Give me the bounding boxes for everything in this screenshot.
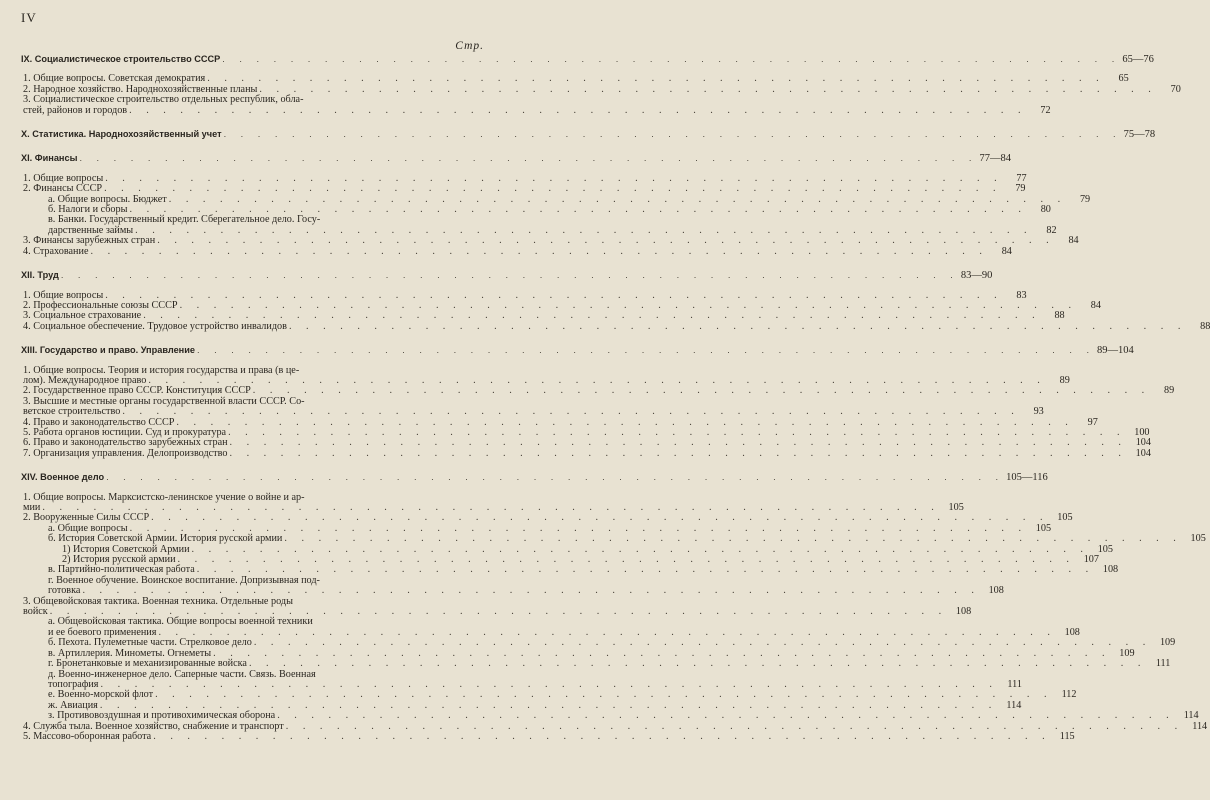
- dot-leader: . . . . . . . . . . . . . . . . . . . . . . . . . . . . . . . . . . . . . . . . . . . . . . . . . . . . .: [42, 502, 940, 513]
- entry-text: 2. Профессиональные союзы СССР: [23, 299, 178, 311]
- entry-page: 79: [1079, 193, 1091, 205]
- dot-leader: . . . . . . . . . . . . . . . . . . . . . . . . . . . . . . . . . . . . . . . . . . . . . . . . . . . . .: [253, 637, 1152, 649]
- entry-text: 1. Общие вопросы. Теория и история государства и права (в це-: [23, 364, 300, 376]
- entry-text: б. Пехота. Пулеметные части. Стрелковое дело: [48, 637, 252, 649]
- page-column-header: Стр.: [455, 40, 484, 52]
- entry-page: 104: [1135, 437, 1151, 449]
- entry-text: мии: [23, 502, 41, 513]
- entry-text: 1. Общие вопросы. Марксистско-ленинское учение о войне и ар-: [23, 491, 305, 503]
- entry-text: топография: [48, 678, 99, 690]
- entry-text: 4. Право и законодательство СССР: [23, 416, 175, 428]
- entry-text: б. Налоги и сборы: [48, 204, 128, 216]
- entry-page: 108: [1064, 626, 1080, 638]
- dot-leader: . . . . . . . . . . . . . . . . . . . . . . . . . . . . . . . . . . . . . . . . . . . . . . . . . . . . .: [177, 554, 1075, 566]
- toc-entry: [21, 710, 1199, 722]
- dot-leader: . . . . . . . . . . . . . . . . . . . . . . . . . . . . . . . . . . . . . . . . . . . . . . . . . . . . .: [223, 129, 1122, 140]
- entry-text: 4. Служба тыла. Военное хозяйство, снабжение и транспорт: [23, 720, 284, 732]
- entry-page: 114: [1192, 720, 1208, 732]
- dot-leader: . . . . . . . . . . . . . . . . . . . . . . . . . . . . . . . . . . . . . . . . . . . . . . . . . . . . .: [277, 710, 1175, 722]
- entry-text: б. История Советской Армии. История русской армии: [48, 533, 283, 545]
- entry-page: 105: [948, 502, 964, 513]
- entry-page: 109: [1119, 647, 1135, 659]
- dot-leader: . . . . . . . . . . . . . . . . . . . . . . . . . . . . . . . . . . . . . . . . . . . . . . . . . . . . .: [229, 437, 1127, 449]
- entry-text: в. Артиллерия. Минометы. Огнеметы: [48, 647, 212, 659]
- dot-leader: . . . . . . . . . . . . . . . . . . . . . . . . . . . . . . . . . . . . . . . . . . . . . . . . . . . . .: [155, 689, 1053, 701]
- entry-text: 4. Страхование: [23, 245, 89, 257]
- entry-page: 100: [1134, 426, 1150, 438]
- table-of-contents: [21, 54, 1210, 755]
- entry-text: ветское строительство: [23, 406, 121, 418]
- toc-entry: [21, 245, 1012, 257]
- dot-leader: . . . . . . . . . . . . . . . . . . . . . . . . . . . . . . . . . . . . . . . . . . . . . . . . . . . . .: [100, 678, 998, 690]
- entry-page: 114: [1183, 710, 1199, 722]
- section-heading: [21, 270, 993, 282]
- entry-text: 3. Финансы зарубежных стран: [23, 235, 156, 247]
- section-heading: [21, 54, 1154, 65]
- entry-page: 108: [1102, 564, 1119, 576]
- dot-leader: . . . . . . . . . . . . . . . . . . . . . . . . . . . . . . . . . . . . . . . . . . . . . . . . . . . . .: [157, 235, 1055, 247]
- entry-text: 2. Вооруженные Силы СССР: [23, 512, 150, 524]
- entry-text: и ее боевого применения: [48, 626, 157, 638]
- dot-leader: . . . . . . . . . . . . . . . . . . . . . . . . . . . . . . . . . . . . . . . . . . . . . . . . . . . . .: [196, 564, 1095, 576]
- dot-leader: . . . . . . . . . . . . . . . . . . . . . . . . . . . . . . . . . . . . . . . . . . . . . . . . . . . . .: [288, 320, 1187, 332]
- entry-page: 84: [1001, 245, 1012, 257]
- entry-text: 6. Право и законодательство зарубежных стран: [23, 437, 228, 449]
- entry-page: 105: [1097, 543, 1113, 555]
- entry-text: д. Военно-инженерное дело. Саперные части. Связь. Военная: [48, 668, 316, 680]
- dot-leader: . . . . . . . . . . . . . . . . . . . . . . . . . . . . . . . . . . . . . . . . . . . . . . . . . . . . .: [105, 289, 1003, 301]
- entry-page: 70: [1170, 83, 1181, 95]
- entry-text: 2. Финансы СССР: [23, 183, 103, 195]
- section-pages: 65—76: [1122, 54, 1154, 65]
- section-title: X. Статистика. Народнохозяйственный учет: [21, 129, 222, 140]
- entry-page: 82: [1046, 224, 1057, 236]
- entry-text: 2. Государственное право СССР. Конституция СССР: [23, 385, 251, 397]
- section-heading: [21, 129, 1156, 141]
- dot-leader: . . . . . . . . . . . . . . . . . . . . . . . . . . . . . . . . . . . . . . . . . . . . . . . . . . . . .: [104, 183, 1002, 195]
- entry-text: в. Партийно-политическая работа: [48, 564, 195, 576]
- section-heading: [21, 472, 1048, 484]
- entry-page: 107: [1083, 554, 1099, 566]
- dot-leader: . . . . . . . . . . . . . . . . . . . . . . . . . . . . . . . . . . . . . . . . . . . . . . . . . . . . .: [284, 533, 1182, 545]
- dot-leader: . . . . . . . . . . . . . . . . . . . . . . . . . . . . . . . . . . . . . . . . . . . . . . . . . . . . .: [229, 447, 1127, 459]
- entry-page: 84: [1090, 299, 1101, 311]
- entry-text: 5. Работа органов юстиции. Суд и прокуратура: [23, 426, 227, 438]
- dot-leader: . . . . . . . . . . . . . . . . . . . . . . . . . . . . . . . . . . . . . . . . . . . . . . . . . . . . .: [151, 512, 1049, 524]
- entry-page: 114: [1006, 699, 1022, 711]
- entry-text: в. Банки. Государственный кредит. Сберегательное дело. Госу-: [48, 214, 321, 226]
- dot-leader: . . . . . . . . . . . . . . . . . . . . . . . . . . . . . . . . . . . . . . . . . . . . . . . . . . . . .: [105, 172, 1003, 184]
- dot-leader: . . . . . . . . . . . . . . . . . . . . . . . . . . . . . . . . . . . . . . . . . . . . . . . . . . . . .: [168, 193, 1067, 205]
- dot-leader: . . . . . . . . . . . . . . . . . . . . . . . . . . . . . . . . . . . . . . . . . . . . . . . . . . . . .: [148, 374, 1046, 386]
- entry-text: 4. Социальное обеспечение. Трудовое устройство инвалидов: [23, 320, 287, 332]
- entry-page: 109: [1159, 637, 1176, 649]
- entry-page: 93: [1033, 406, 1044, 418]
- entry-page: 84: [1068, 235, 1079, 247]
- entry-text: дарственные займы: [48, 224, 134, 236]
- dot-leader: . . . . . . . . . . . . . . . . . . . . . . . . . . . . . . . . . . . . . . . . . . . . . . . . . . . . .: [82, 585, 980, 597]
- entry-text: з. Противовоздушная и противохимическая оборона: [48, 710, 276, 722]
- entry-text: готовка: [48, 585, 81, 597]
- entry-text: стей, районов и городов: [23, 104, 128, 116]
- toc-section: [21, 54, 1181, 116]
- page-number: IV: [21, 10, 37, 25]
- entry-text: 1. Общие вопросы. Советская демократия: [23, 73, 206, 85]
- toc-section: [21, 270, 1210, 332]
- dot-leader: . . . . . . . . . . . . . . . . . . . . . . . . . . . . . . . . . . . . . . . . . . . . . . . . . . . . .: [213, 647, 1111, 659]
- dot-leader: . . . . . . . . . . . . . . . . . . . . . . . . . . . . . . . . . . . . . . . . . . . . . . . . . . . . .: [285, 720, 1184, 732]
- entry-text: а. Общие вопросы: [48, 522, 128, 534]
- entry-page: 89: [1164, 385, 1175, 397]
- section-pages: 89—104: [1097, 345, 1134, 357]
- entry-page: 115: [1059, 730, 1075, 742]
- entry-text: 2) История русской армии: [62, 554, 176, 566]
- entry-text: а. Общие вопросы. Бюджет: [48, 193, 167, 205]
- entry-page: 112: [1061, 689, 1077, 701]
- entry-text: 1) История Советской Армии: [62, 543, 190, 555]
- entry-page: 89: [1059, 374, 1070, 386]
- section-heading: [21, 153, 1011, 165]
- entry-text: войск: [23, 606, 48, 618]
- entry-page: 108: [955, 606, 972, 618]
- section-pages: 75—78: [1123, 129, 1156, 141]
- toc-entry: [21, 658, 1171, 670]
- dot-leader: . . . . . . . . . . . . . . . . . . . . . . . . . . . . . . . . . . . . . . . . . . . . . . . . . . . . .: [129, 522, 1028, 534]
- section-heading: [21, 345, 1134, 357]
- entry-page: 80: [1040, 204, 1051, 216]
- toc-section: [21, 153, 1091, 257]
- entry-text: лом). Международное право: [23, 374, 147, 386]
- section-title: XI. Финансы: [21, 153, 78, 164]
- toc-entry: [21, 104, 1051, 116]
- entry-page: 105: [1190, 533, 1206, 545]
- entry-page: 104: [1135, 447, 1151, 459]
- entry-text: а. Общевойсковая тактика. Общие вопросы военной техники: [48, 616, 313, 628]
- dot-leader: . . . . . . . . . . . . . . . . . . . . . . . . . . . . . . . . . . . . . . . . . . . . . . . . . . . . .: [158, 626, 1056, 638]
- dot-leader: . . . . . . . . . . . . . . . . . . . . . . . . . . . . . . . . . . . . . . . . . . . . . . . . . . . . .: [252, 385, 1151, 397]
- dot-leader: . . . . . . . . . . . . . . . . . . . . . . . . . . . . . . . . . . . . . . . . . . . . . . . . . . . . .: [122, 406, 1020, 418]
- entry-page: 105: [1057, 512, 1073, 524]
- entry-page: 105: [1035, 522, 1052, 534]
- section-pages: 105—116: [1006, 472, 1048, 484]
- entry-page: 108: [988, 585, 1004, 597]
- toc-entry: [21, 447, 1151, 459]
- entry-text: 1. Общие вопросы: [23, 172, 104, 184]
- dot-leader: . . . . . . . . . . . . . . . . . . . . . . . . . . . . . . . . . . . . . . . . . . . . . . . . . . . . .: [79, 153, 978, 164]
- section-title: XII. Труд: [21, 270, 59, 281]
- entry-text: ж. Авиация: [48, 699, 98, 711]
- dot-leader: . . . . . . . . . . . . . . . . . . . . . . . . . . . . . . . . . . . . . . . . . . . . . . . . . . . . .: [129, 104, 1027, 116]
- dot-leader: . . . . . . . . . . . . . . . . . . . . . . . . . . . . . . . . . . . . . . . . . . . . . . . . . . . . .: [248, 658, 1147, 670]
- entry-page: 65: [1118, 73, 1129, 85]
- toc-section: [21, 129, 1156, 141]
- section-pages: 83—90: [960, 270, 993, 282]
- entry-page: 88: [1054, 310, 1065, 322]
- entry-page: 79: [1015, 183, 1026, 195]
- section-title: XIV. Военное дело: [21, 472, 105, 483]
- section-title: IX. Социалистическое строительство СССР: [21, 54, 221, 64]
- dot-leader: . . . . . . . . . . . . . . . . . . . . . . . . . . . . . . . . . . . . . . . . . . . . . . . . . . . . .: [176, 416, 1074, 428]
- dot-leader: . . . . . . . . . . . . . . . . . . . . . . . . . . . . . . . . . . . . . . . . . . . . . . . . . . . . .: [106, 472, 1005, 483]
- section-pages: 77—84: [979, 153, 1011, 165]
- dot-leader: . . . . . . . . . . . . . . . . . . . . . . . . . . . . . . . . . . . . . . . . . . . . . . . . . . . . .: [191, 543, 1089, 555]
- dot-leader: . . . . . . . . . . . . . . . . . . . . . . . . . . . . . . . . . . . . . . . . . . . . . . . . . . . . .: [179, 299, 1077, 311]
- entry-page: 97: [1087, 416, 1098, 428]
- entry-text: 3. Социальное страхование: [23, 310, 142, 322]
- dot-leader: . . . . . . . . . . . . . . . . . . . . . . . . . . . . . . . . . . . . . . . . . . . . . . . . . . . . .: [259, 83, 1157, 95]
- section-title: XIII. Государство и право. Управление: [21, 345, 195, 356]
- entry-text: е. Военно-морской флот: [48, 689, 154, 701]
- entry-page: 111: [1007, 678, 1022, 690]
- entry-text: 3. Высшие и местные органы государственной власти СССР. Со-: [23, 395, 305, 407]
- dot-leader: . . . . . . . . . . . . . . . . . . . . . . . . . . . . . . . . . . . . . . . . . . . . . . . . . . . . .: [129, 204, 1027, 216]
- toc-entry: [21, 406, 1044, 418]
- toc-section: [21, 472, 1208, 742]
- dot-leader: . . . . . . . . . . . . . . . . . . . . . . . . . . . . . . . . . . . . . . . . . . . . . . . . . . . . .: [99, 699, 998, 711]
- dot-leader: . . . . . . . . . . . . . . . . . . . . . . . . . . . . . . . . . . . . . . . . . . . . . . . . . . . . .: [153, 730, 1051, 742]
- entry-page: 77: [1016, 172, 1027, 184]
- dot-leader: . . . . . . . . . . . . . . . . . . . . . . . . . . . . . . . . . . . . . . . . . . . . . . . . . . . . .: [207, 73, 1105, 85]
- entry-text: г. Бронетанковые и механизированные войска: [48, 658, 247, 670]
- dot-leader: . . . . . . . . . . . . . . . . . . . . . . . . . . . . . . . . . . . . . . . . . . . . . . . . . . . . .: [135, 224, 1033, 236]
- entry-text: 2. Народное хозяйство. Народнохозяйственные планы: [23, 83, 258, 95]
- dot-leader: . . . . . . . . . . . . . . . . . . . . . . . . . . . . . . . . . . . . . . . . . . . . . . . . . . . . .: [60, 270, 959, 281]
- dot-leader: . . . . . . . . . . . . . . . . . . . . . . . . . . . . . . . . . . . . . . . . . . . . . . . . . . . . .: [143, 310, 1041, 322]
- dot-leader: . . . . . . . . . . . . . . . . . . . . . . . . . . . . . . . . . . . . . . . . . . . . . . . . . . . . .: [49, 606, 948, 618]
- entry-page: 83: [1016, 289, 1027, 301]
- toc-entry: [21, 730, 1075, 742]
- dot-leader: . . . . . . . . . . . . . . . . . . . . . . . . . . . . . . . . . . . . . . . . . . . . . . . . . . . . .: [90, 245, 988, 257]
- entry-text: г. Военное обучение. Воинское воспитание. Допризывная под-: [48, 574, 320, 586]
- toc-section: [21, 345, 1175, 459]
- entry-text: 7. Организация управления. Делопроизводство: [23, 447, 228, 459]
- entry-page: 88: [1200, 320, 1210, 332]
- dot-leader: . . . . . . . . . . . . . . . . . . . . . . . . . . . . . . . . . . . . . . . . . . . . . . . . . . . . .: [222, 54, 1121, 64]
- entry-text: 1. Общие вопросы: [23, 289, 104, 301]
- entry-page: 111: [1155, 658, 1171, 670]
- entry-page: 72: [1040, 104, 1051, 116]
- entry-text: 3. Социалистическое строительство отдельных республик, обла-: [23, 94, 304, 106]
- toc-entry: [21, 320, 1210, 332]
- dot-leader: . . . . . . . . . . . . . . . . . . . . . . . . . . . . . . . . . . . . . . . . . . . . . . . . . . . . .: [197, 345, 1096, 356]
- entry-text: 5. Массово-оборонная работа: [23, 730, 152, 742]
- dot-leader: . . . . . . . . . . . . . . . . . . . . . . . . . . . . . . . . . . . . . . . . . . . . . . . . . . . . .: [228, 426, 1126, 438]
- entry-text: 3. Общевойсковая тактика. Военная техника. Отдельные роды: [23, 595, 293, 607]
